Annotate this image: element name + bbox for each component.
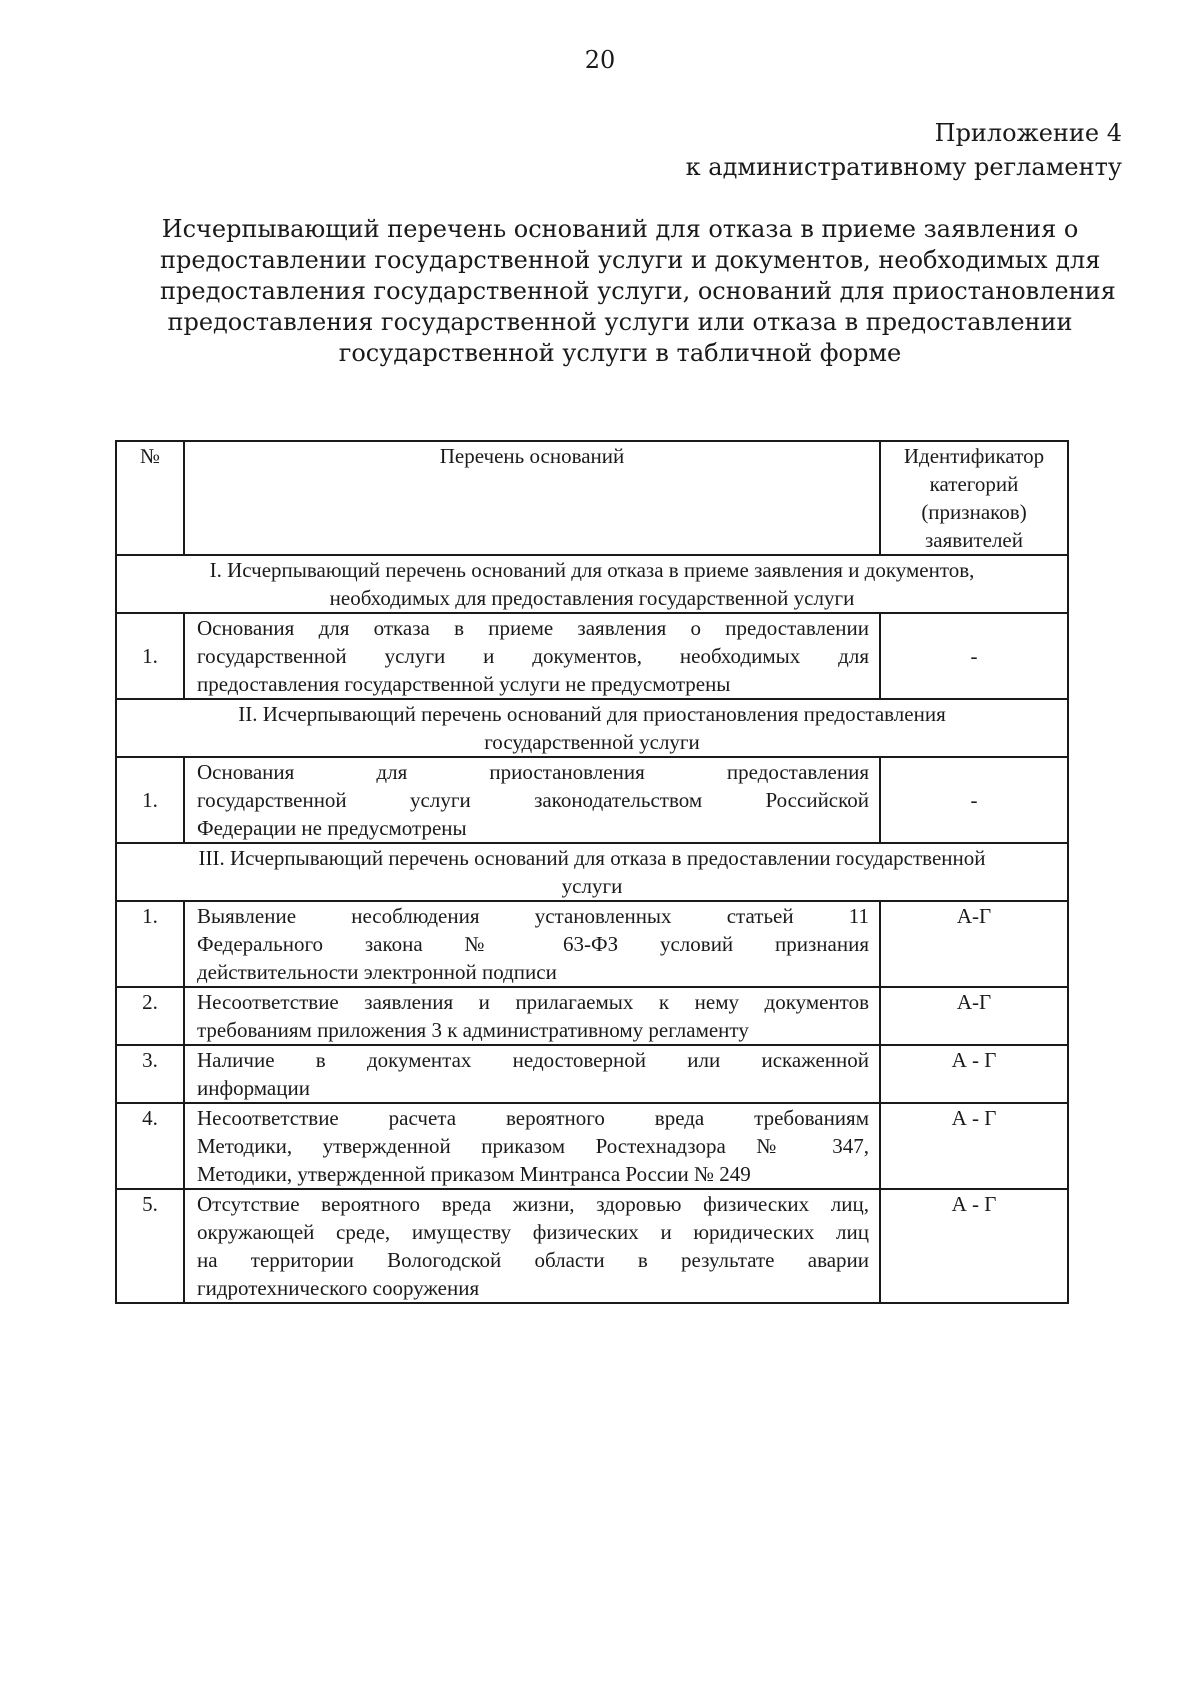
row-text-line: Выявление несоблюдения установленных статьей 11 [197,904,869,928]
row-identifier: А-Г [880,987,1068,1045]
title-line: государственной услуги в табличной форме [338,339,902,367]
row-text [184,1103,880,1189]
row-identifier: - [880,613,1068,699]
row-identifier: А - Г [880,1103,1068,1189]
section-row [116,843,1068,901]
section-title-line: услуги [561,874,623,898]
row-text-line: информации [197,1076,310,1100]
row-text-line: Методики, утвержденной приказом Минтранса России № 249 [197,1162,751,1186]
row-number: 1. [116,757,184,843]
row-text-line: Несоответствие заявления и прилагаемых к нему документов [197,990,869,1014]
row-number: 1. [116,901,184,987]
header-list: Перечень оснований [184,441,880,555]
page-number: 20 [584,46,616,74]
row-text-line: государственной услуги и документов, необходимых для [197,644,869,668]
appendix-note [686,116,1122,184]
row-identifier: А - Г [880,1189,1068,1303]
row-text-line: Основания для приостановления предоставления [197,760,869,784]
appendix-line-2: к административному регламенту [685,153,1122,181]
row-text-line: Методики, утвержденной приказом Ростехнадзора № 347, [197,1134,869,1158]
title-line: Исчерпывающий перечень оснований для отказа в приеме заявления о [161,215,1079,243]
row-text-line: предоставления государственной услуги не предусмотрены [197,672,731,696]
table-row [116,1103,1068,1189]
section-title [116,555,1068,613]
header-num: № [116,441,184,555]
table-row [116,1045,1068,1103]
row-text-line: действительности электронной подписи [197,960,557,984]
row-text-line: Федерации не предусмотрены [197,816,467,840]
section-title [116,843,1068,901]
row-text-line: Несоответствие расчета вероятного вреда требованиям [197,1106,869,1130]
section-title-line: I. Исчерпывающий перечень оснований для отказа в приеме заявления и документов, [209,558,975,582]
section-row [116,555,1068,613]
row-text-line: Отсутствие вероятного вреда жизни, здоровью физических лиц, [197,1192,869,1216]
header-identifier-line: заявителей [925,528,1023,552]
row-number: 3. [116,1045,184,1103]
table-row [116,757,1068,843]
row-text [184,901,880,987]
table-header-row [116,441,1068,555]
row-number: 1. [116,613,184,699]
table-row [116,987,1068,1045]
row-text [184,1045,880,1103]
row-number: 2. [116,987,184,1045]
section-title-line: необходимых для предоставления государственной услуги [329,586,855,610]
row-text-line: Основания для отказа в приеме заявления о предоставлении [197,616,869,640]
header-identifier-line: (признаков) [921,500,1027,524]
grounds-table [115,440,1069,1304]
section-title [116,699,1068,757]
title-line: предоставления государственной услуги, оснований для приостановления [160,277,1116,305]
document-title [160,214,1116,369]
header-identifier [880,441,1068,555]
table-row [116,613,1068,699]
row-text-line: требованиям приложения 3 к административному регламенту [197,1018,749,1042]
row-text-line: гидротехнического сооружения [197,1276,480,1300]
row-text-line: окружающей среде, имуществу физических и юридических лиц [197,1220,869,1244]
row-identifier: А - Г [880,1045,1068,1103]
row-identifier: А-Г [880,901,1068,987]
row-text-line: Федерального закона № 63-ФЗ условий признания [197,932,869,956]
table-row [116,901,1068,987]
header-identifier-line: Идентификатор [903,444,1045,468]
title-line: предоставления государственной услуги или отказа в предоставлении [167,308,1073,336]
header-identifier-line: категорий [929,472,1019,496]
row-text [184,987,880,1045]
section-title-line: II. Исчерпывающий перечень оснований для приостановления предоставления [238,702,946,726]
row-text-line: государственной услуги законодательством Российской [197,788,869,812]
row-identifier: - [880,757,1068,843]
table-row [116,1189,1068,1303]
row-text-line: на территории Вологодской области в результате аварии [197,1248,869,1272]
row-number: 4. [116,1103,184,1189]
section-row [116,699,1068,757]
row-number: 5. [116,1189,184,1303]
section-title-line: государственной услуги [484,730,700,754]
appendix-line-1: Приложение 4 [934,119,1122,147]
row-text [184,1189,880,1303]
section-title-line: III. Исчерпывающий перечень оснований для отказа в предоставлении государственной [198,846,986,870]
row-text [184,757,880,843]
row-text [184,613,880,699]
title-line: предоставлении государственной услуги и документов, необходимых для [160,246,1101,274]
row-text-line: Наличие в документах недостоверной или искаженной [197,1048,869,1072]
